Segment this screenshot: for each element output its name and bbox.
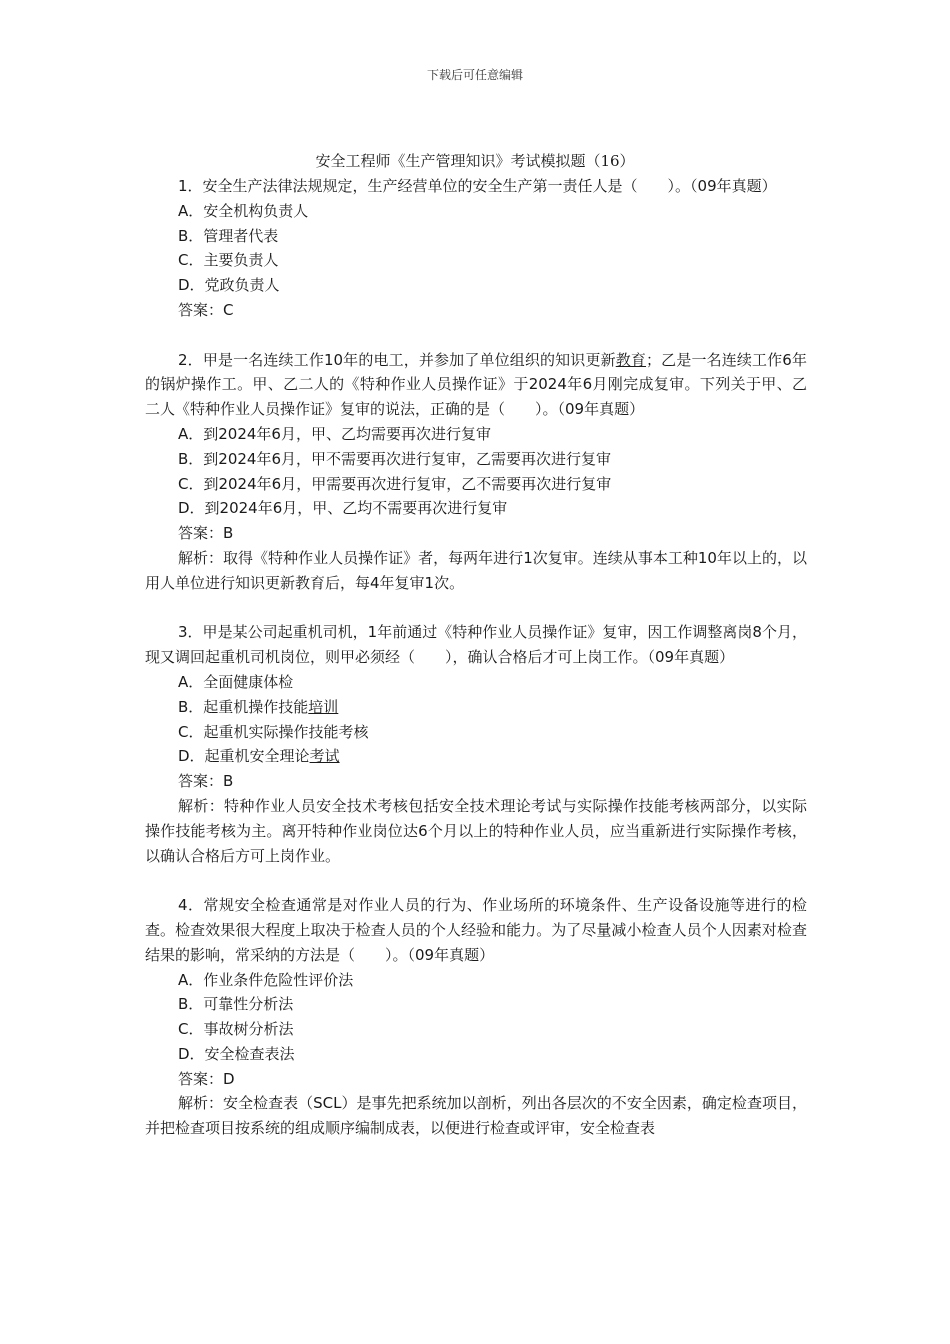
question-3-option-b-text: B．起重机操作技能 xyxy=(178,697,309,716)
question-3-option-b xyxy=(145,695,807,720)
question-4-analysis: 解析：安全检查表（SCL）是事先把系统加以剖析，列出各层次的不安全因素，确定检查项目，并把检查项目按系统的组成顺序编制成表，以便进行检查或评审，安全检查表 xyxy=(145,1094,807,1138)
question-3-analysis: 解析：特种作业人员安全技术考核包括安全技术理论考试与实际操作技能考核两部分，以实际操作技能考核为主。离开特种作业岗位达6个月以上的特种作业人员，应当重新进行实际操作考核，以确认合格后方可上岗作业。 xyxy=(145,796,807,865)
question-1-answer: 答案：C xyxy=(178,300,234,319)
question-4-option-b: B．可靠性分析法 xyxy=(178,995,294,1014)
question-4-option-c: C．事故树分析法 xyxy=(178,1020,294,1039)
question-2-stem xyxy=(145,348,807,422)
question-1-option-c: C．主要负责人 xyxy=(178,251,279,270)
question-3-stem: 3．甲是某公司起重机司机，1年前通过《特种作业人员操作证》复审，因工作调整离岗8个月，现又调回起重机司机岗位，则甲必须经（ ），确认合格后才可上岗工作。（09年真题） xyxy=(145,623,807,667)
document-body xyxy=(145,174,807,1141)
question-2-stem-part-2: ；乙是一名连续工作6年的锅炉操作工。甲、乙二人的《特种作业人员操作证》于2024年6月刚完成复审。下列关于甲、乙二人《特种作业人员操作证》复审的说法，正确的是（ ）。（09年真题） xyxy=(145,350,807,419)
question-4-option-a: A．作业条件危险性评价法 xyxy=(178,970,354,989)
question-4-option-d: D．安全检查表法 xyxy=(178,1044,295,1063)
document-title: 安全工程师《生产管理知识》考试模拟题（16） xyxy=(315,152,635,170)
question-3-link-exam[interactable]: 考试 xyxy=(309,747,340,766)
header-note: 下载后可任意编辑 xyxy=(426,68,523,82)
question-2-stem-part-1: 2．甲是一名连续工作10年的电工，并参加了单位组织的知识更新 xyxy=(178,350,616,369)
question-2-option-d: D．到2024年6月，甲、乙均不需要再次进行复审 xyxy=(178,499,508,518)
question-1-option-b: B．管理者代表 xyxy=(178,226,279,245)
question-4-answer: 答案：D xyxy=(178,1069,235,1088)
question-3-option-a: A．全面健康体检 xyxy=(178,672,294,691)
question-2-option-c: C．到2024年6月，甲需要再次进行复审，乙不需要再次进行复审 xyxy=(178,474,612,493)
question-2-option-b: B．到2024年6月，甲不需要再次进行复审，乙需要再次进行复审 xyxy=(178,449,612,468)
question-3-option-c: C．起重机实际操作技能考核 xyxy=(178,722,369,741)
question-3-option-d xyxy=(145,744,807,769)
question-2-answer: 答案：B xyxy=(178,524,234,543)
question-1-stem: 1．安全生产法律法规规定，生产经营单位的安全生产第一责任人是（ ）。（09年真题） xyxy=(178,177,777,195)
question-2-link-education[interactable]: 教育 xyxy=(615,350,647,369)
question-3-answer: 答案：B xyxy=(178,772,234,791)
question-1-option-d: D．党政负责人 xyxy=(178,276,280,295)
question-3-link-training[interactable]: 培训 xyxy=(308,697,339,716)
question-2-option-a: A．到2024年6月，甲、乙均需要再次进行复审 xyxy=(178,424,491,443)
question-3-option-d-text: D．起重机安全理论 xyxy=(178,747,310,766)
question-2-analysis: 解析：取得《特种作业人员操作证》者，每两年进行1次复审。连续从事本工种10年以上的，以用人单位进行知识更新教育后，每4年复审1次。 xyxy=(145,548,807,592)
question-1-option-a: A．安全机构负责人 xyxy=(178,201,309,220)
question-4-stem: 4．常规安全检查通常是对作业人员的行为、作业场所的环境条件、生产设备设施等进行的检查。检查效果很大程度上取决于检查人员的个人经验和能力。为了尽量减小检查人员个人因素对检查结果的影响，常采纳的方法是（ ）。（09年真题） xyxy=(145,896,807,964)
